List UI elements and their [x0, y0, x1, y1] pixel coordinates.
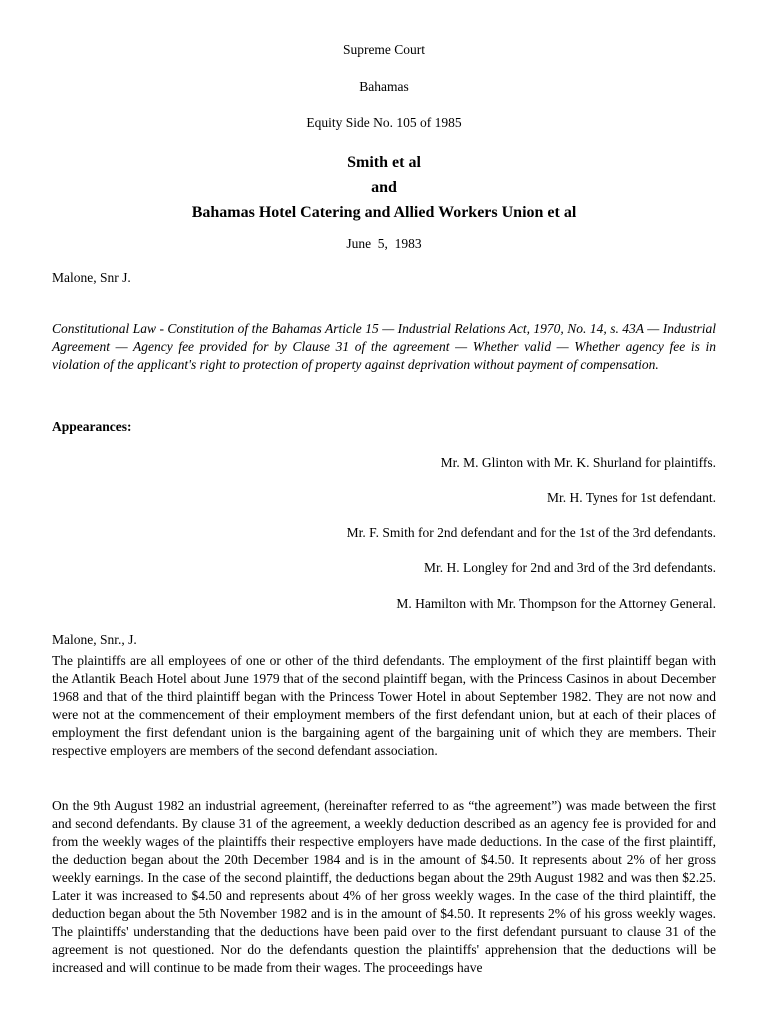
judgment-paragraph: The plaintiffs are all employees of one or other of the third defendants. The employment of the first plaintiff began with the Atlantik Beach Hotel about June 1979 that of the second plaintiff began, with the Princess Casinos in about December 1968 and that of the third plaintiff began with the Princess Tower Hotel in about September 1982. They are not now and were not at the commencement of their employment members of the first defendant union, but at each of their places of employment the first defendant union is the bargaining agent of the bargaining unit of which they are members. Their respective employers are members of the second defendant association. [52, 653, 716, 758]
catchwords: Constitutional Law - Constitution of the Bahamas Article 15 — Industrial Relations Act, 1970, No. 14, s. 43A — Industrial Agreement — Agency fee provided for by Clause 31 of the agreement — Whether valid — Whether agency fee is in violation of the applicant's right to protection of property against deprivation without payment of compensation. [52, 321, 716, 372]
defendant-name: Bahamas Hotel Catering and Allied Workers Union et al [191, 204, 577, 221]
country-name: Bahamas [359, 79, 409, 94]
appearance-item: Mr. M. Glinton with Mr. K. Shurland for plaintiffs. [440, 455, 716, 470]
judge-name: Malone, Snr J. [52, 270, 131, 285]
decision-date: June 5, 1983 [346, 236, 422, 251]
appearance-item: Mr. H. Tynes for 1st defendant. [546, 490, 716, 505]
case-parties [52, 150, 716, 225]
judgment-judge-name: Malone, Snr., J. [52, 632, 137, 647]
appearance-item: Mr. F. Smith for 2nd defendant and for the 1st of the 3rd defendants. [346, 525, 716, 540]
appearances-heading: Appearances: [52, 419, 132, 434]
judgment-paragraph: On the 9th August 1982 an industrial agreement, (hereinafter referred to as “the agreement”) was made between the first and second defendants. By clause 31 of the agreement, a weekly deduction described as an agency fee is provided for and from the weekly wages of the plaintiffs their respective employers have made deductions. In the case of the first plaintiff, the deduction began about the 20th December 1984 and is in the amount of $4.50. It represents about 2% of her gross weekly earnings. In the case of the second plaintiff, the deductions began about the 29th August 1982 and was then $2.25. Later it was increased to $4.50 and represents about 4% of her gross weekly wages. In the case of the third plaintiff, the deduction began about the 5th November 1982 and is in the amount of $4.50. It represents 2% of his gross weekly wages. The plaintiffs' understanding that the deductions have been paid over to the first defendant pursuant to clause 31 of the agreement is not questioned. Nor do the defendants question the plaintiffs' apprehension that the deductions will be increased and will continue to be made from their wages. The proceedings have [52, 798, 716, 975]
parties-conjunction: and [371, 179, 397, 196]
court-name: Supreme Court [342, 42, 426, 57]
appearance-item: M. Hamilton with Mr. Thompson for the Attorney General. [396, 596, 716, 611]
appearance-item: Mr. H. Longley for 2nd and 3rd of the 3rd defendants. [423, 560, 716, 575]
case-number: Equity Side No. 105 of 1985 [306, 115, 462, 130]
document-page [52, 0, 716, 1024]
plaintiff-name: Smith et al [347, 154, 421, 171]
